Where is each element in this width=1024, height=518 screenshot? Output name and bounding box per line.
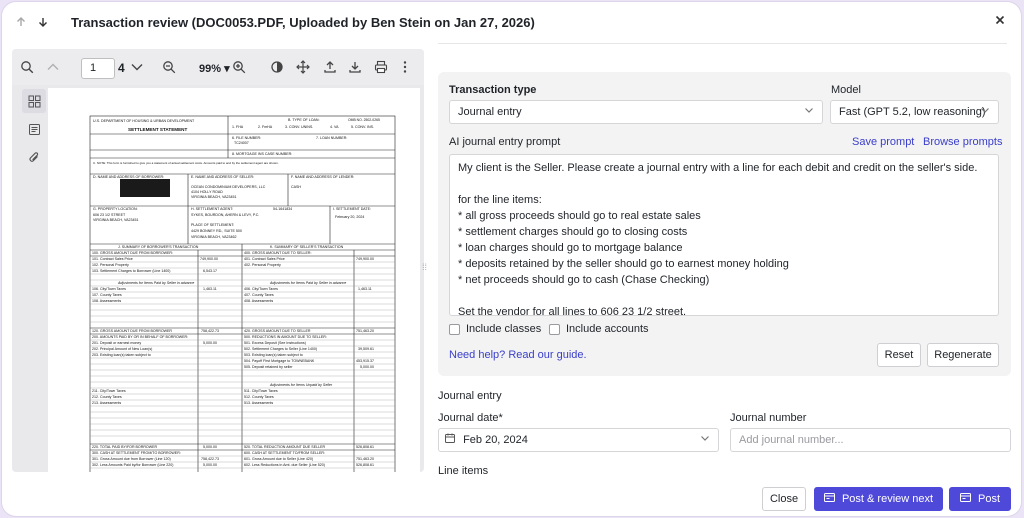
contrast-icon[interactable] bbox=[270, 58, 284, 76]
doc-property-addr2: VIRGINIA BEACH, VA23451 bbox=[93, 218, 139, 222]
prompt-line: Set the vendor for all lines to 606 23 1/2 street. bbox=[458, 306, 687, 318]
doc-agent-id: 54-1641834 bbox=[273, 207, 293, 211]
include-classes-label: Include classes bbox=[466, 323, 542, 335]
doc-loan-type-5: 5. CONV. INS. bbox=[351, 125, 375, 129]
close-icon[interactable] bbox=[995, 13, 1005, 28]
resize-handle-icon[interactable]: ⁞⁞ bbox=[422, 262, 428, 272]
doc-j100: 100. GROSS AMOUNT DUE FROM BORROWER: bbox=[92, 251, 174, 255]
doc-k407: 407. County Taxes bbox=[244, 293, 274, 297]
doc-v302: 5,000.00 bbox=[203, 463, 217, 467]
doc-heading: SETTLEMENT STATEMENT bbox=[128, 127, 188, 132]
doc-v420: 751,463.20 bbox=[356, 329, 374, 333]
doc-j106: 106. City/Town Taxes bbox=[92, 287, 126, 291]
doc-k503: 503. Existing loan(s) taken subject to bbox=[244, 353, 303, 357]
zoom-select[interactable]: 99% ▾ bbox=[199, 63, 230, 75]
arrow-down-icon[interactable] bbox=[35, 14, 51, 30]
doc-property-label: G. PROPERTY LOCATION: bbox=[93, 207, 138, 211]
pan-icon[interactable] bbox=[296, 58, 310, 76]
doc-k408: 408. Assessments bbox=[244, 299, 274, 303]
thumbnails-icon[interactable] bbox=[22, 89, 46, 113]
prompt-line: My client is the Seller. Please create a journal entry with a line for each debit and credit on the seller's side. bbox=[458, 162, 978, 174]
model-value: Fast (GPT 5.2, low reasoning) bbox=[839, 106, 986, 118]
doc-seller-label: E. NAME AND ADDRESS OF SELLER: bbox=[191, 175, 255, 179]
doc-k512: 512. County Taxes bbox=[244, 395, 274, 399]
doc-v602: 526,808.61 bbox=[356, 463, 374, 467]
doc-agent-name: SYKES, BOURDON, AHERN & LEVY, P.C. bbox=[191, 213, 260, 217]
doc-j201: 201. Deposit or earnest money bbox=[92, 341, 142, 345]
doc-v301: 758,422.73 bbox=[201, 457, 219, 461]
chevron-down-icon bbox=[700, 429, 710, 451]
redaction-block bbox=[120, 179, 170, 197]
doc-j213: 213. Assessments bbox=[92, 401, 122, 405]
include-accounts-checkbox[interactable] bbox=[549, 323, 649, 335]
doc-adj-seller: Adjustments for Items Paid by Seller in advance bbox=[270, 281, 347, 285]
doc-v106: 1,463.11 bbox=[203, 287, 217, 291]
prompt-line: * loan charges should go to mortgage balance bbox=[458, 242, 683, 254]
doc-j103: 103. Settlement Charges to Borrower (Line 1400) bbox=[92, 269, 171, 273]
doc-j211: 211. City/Town Taxes bbox=[92, 389, 126, 393]
prompt-line: * all gross proceeds should go to real estate sales bbox=[458, 210, 701, 222]
title-divider bbox=[438, 43, 1007, 44]
doc-file-value: TC24007 bbox=[234, 141, 249, 145]
doc-k402: 402. Personal Property bbox=[244, 263, 281, 267]
doc-k600: 600. CASH AT SETTLEMENT TO/FROM SELLER: bbox=[244, 451, 325, 455]
doc-settlement-date: February 20, 2024 bbox=[335, 215, 365, 219]
print-icon[interactable] bbox=[374, 58, 388, 76]
doc-k406: 406. City/Town Taxes bbox=[244, 287, 278, 291]
doc-loan-number: 7. LOAN NUMBER: bbox=[316, 136, 348, 140]
doc-j200: 200. AMOUNTS PAID BY OR IN BEHALF OF BORROWER: bbox=[92, 335, 189, 339]
viewer-sidebar bbox=[22, 89, 46, 173]
doc-k505: 505. Deposit retained by seller bbox=[244, 365, 293, 369]
journal-date-value: Feb 20, 2024 bbox=[463, 434, 528, 446]
doc-v504: 453,915.37 bbox=[356, 359, 374, 363]
post-review-next-button[interactable] bbox=[814, 487, 943, 511]
page-up-icon[interactable] bbox=[46, 58, 60, 76]
reset-button[interactable]: Reset bbox=[877, 343, 921, 367]
checkbox-box[interactable] bbox=[449, 324, 460, 335]
doc-place-label: PLACE OF SETTLEMENT: bbox=[191, 223, 235, 227]
doc-k420: 420. GROSS AMOUNT DUE TO SELLER bbox=[244, 329, 311, 333]
doc-seller-addr1: 4104 HOLLY ROAD bbox=[191, 190, 223, 194]
transaction-type-value: Journal entry bbox=[458, 106, 522, 118]
transaction-type-select[interactable] bbox=[449, 100, 823, 124]
doc-k601: 601. Gross Amount due to Seller (Line 420) bbox=[244, 457, 314, 461]
doc-k400: 400. GROSS AMOUNT DUE TO SELLER: bbox=[244, 251, 312, 255]
post-icon bbox=[960, 488, 971, 510]
journal-entry-heading: Journal entry bbox=[438, 390, 502, 402]
doc-j301: 301. Gross Amount due from Borrower (Line 120) bbox=[92, 457, 171, 461]
journal-date-label: Journal date* bbox=[438, 412, 503, 424]
journal-number-input[interactable]: Add journal number... bbox=[730, 428, 1011, 452]
doc-k513: 513. Assessments bbox=[244, 401, 274, 405]
doc-agent-label: H. SETTLEMENT AGENT: bbox=[191, 207, 234, 211]
page-number-input[interactable]: 1 bbox=[81, 58, 115, 79]
doc-k520: 520. TOTAL REDUCTION AMOUNT DUE SELLER bbox=[244, 445, 326, 449]
doc-v120: 758,422.73 bbox=[201, 329, 219, 333]
doc-v201: 5,000.00 bbox=[203, 341, 217, 345]
close-button[interactable]: Close bbox=[762, 487, 806, 511]
upload-icon[interactable] bbox=[323, 58, 337, 76]
transaction-review-modal bbox=[2, 2, 1021, 516]
doc-loan-type-3: 3. CONV. UNINS. bbox=[285, 125, 314, 129]
doc-seller-name: OCEAN CONDOMINIUM DEVELOPERS, LLC bbox=[191, 185, 266, 189]
search-icon[interactable] bbox=[20, 58, 34, 76]
doc-v220: 5,000.00 bbox=[203, 445, 217, 449]
pdf-page bbox=[48, 88, 420, 472]
doc-k501: 501. Excess Deposit (See Instructions) bbox=[244, 341, 306, 345]
doc-j202: 202. Principal Amount of New Loan(s) bbox=[92, 347, 153, 351]
doc-agency: U.S. DEPARTMENT OF HOUSING & URBAN DEVELOPMENT bbox=[93, 119, 195, 123]
doc-j300: 300. CASH AT SETTLEMENT FROM/TO BORROWER: bbox=[92, 451, 181, 455]
model-label: Model bbox=[831, 84, 861, 96]
doc-v401: 749,900.00 bbox=[356, 257, 374, 261]
doc-j220: 220. TOTAL PAID BY/FOR BORROWER bbox=[92, 445, 158, 449]
include-accounts-label: Include accounts bbox=[566, 323, 649, 335]
transaction-type-label: Transaction type bbox=[449, 84, 537, 96]
post-button[interactable] bbox=[949, 487, 1011, 511]
prompt-line: * deposits retained by the seller should go to earnest money holding bbox=[458, 258, 789, 270]
transaction-panel bbox=[438, 72, 1011, 376]
doc-j101: 101. Contract Sales Price bbox=[92, 257, 133, 261]
doc-loan-type-label: B. TYPE OF LOAN: bbox=[288, 118, 320, 122]
prompt-textarea[interactable] bbox=[449, 154, 999, 316]
doc-property-addr1: 606 23 1/2 STREET bbox=[93, 213, 126, 217]
page-down-icon[interactable] bbox=[130, 58, 144, 76]
doc-k504: 504. Payoff First Mortgage to TOWNEBANK bbox=[244, 359, 315, 363]
doc-k511: 511. City/Town Taxes bbox=[244, 389, 278, 393]
chevron-down-icon bbox=[980, 101, 990, 123]
doc-place-addr1: 4429 BONNEY RD., SUITE 500 bbox=[191, 229, 242, 233]
pdf-viewer bbox=[12, 49, 424, 472]
modal-title: Transaction review (DOC0053.PDF, Uploaded by Ben Stein on Jan 27, 2026) bbox=[71, 15, 535, 30]
more-icon[interactable] bbox=[402, 58, 408, 76]
post-review-next-label: Post & review next bbox=[841, 493, 934, 505]
doc-seller-addr2: VIRGINIA BEACH, VA23451 bbox=[191, 195, 237, 199]
doc-j120: 120. GROSS AMOUNT DUE FROM BORROWER bbox=[92, 329, 173, 333]
prompt-line: for the line items: bbox=[458, 194, 542, 206]
doc-k500: 500. REDUCTIONS IN AMOUNT DUE TO SELLER: bbox=[244, 335, 327, 339]
zoom-out-icon[interactable] bbox=[162, 58, 176, 76]
chevron-down-icon bbox=[804, 101, 814, 123]
journal-number-label: Journal number bbox=[730, 412, 807, 424]
include-classes-checkbox[interactable] bbox=[449, 323, 541, 335]
post-icon bbox=[824, 488, 835, 510]
prompt-line bbox=[458, 288, 990, 304]
prompt-line: * settlement charges should go to closing costs bbox=[458, 226, 688, 238]
doc-k401: 401. Contract Sales Price bbox=[244, 257, 285, 261]
doc-settlement-date-label: I. SETTLEMENT DATE: bbox=[333, 207, 372, 211]
download-icon[interactable] bbox=[348, 58, 362, 76]
doc-k502: 502. Settlement Charges to Seller (Line 1400) bbox=[244, 347, 318, 351]
doc-loan-type-4: 4. VA bbox=[330, 125, 339, 129]
doc-j108: 108. Assessments bbox=[92, 299, 122, 303]
doc-v101: 749,900.00 bbox=[200, 257, 218, 261]
line-items-label: Line items bbox=[438, 465, 489, 477]
model-select[interactable] bbox=[830, 100, 999, 124]
prompt-line bbox=[458, 176, 990, 192]
doc-v406: 1,463.11 bbox=[358, 287, 372, 291]
title-bar bbox=[2, 2, 1021, 42]
doc-omb: OMB NO. 2502-0265 bbox=[348, 118, 380, 122]
post-label: Post bbox=[977, 493, 1000, 505]
settlement-statement-page bbox=[48, 88, 420, 472]
doc-v505: 5,000.00 bbox=[360, 365, 374, 369]
doc-j-summary: J. SUMMARY OF BORROWER'S TRANSACTION bbox=[118, 245, 199, 249]
arrow-up-icon[interactable] bbox=[13, 14, 29, 30]
calendar-icon bbox=[445, 429, 455, 451]
doc-v502: 39,509.61 bbox=[358, 347, 374, 351]
regenerate-button[interactable]: Regenerate bbox=[927, 343, 999, 367]
page-total: 4 bbox=[118, 61, 125, 75]
doc-mortgage-case: 8. MORTGAGE INS CASE NUMBER: bbox=[232, 152, 293, 156]
checkbox-box[interactable] bbox=[549, 324, 560, 335]
doc-note: C. NOTE: This form is furnished to give you a statement of actual settlement costs. Amounts paid to and by the settlement agent are shown. bbox=[93, 161, 279, 165]
help-guide-link[interactable]: Need help? Read our guide. bbox=[449, 349, 587, 361]
journal-date-picker[interactable] bbox=[438, 428, 719, 452]
doc-v103: 6,543.17 bbox=[203, 269, 217, 273]
attachment-icon[interactable] bbox=[22, 145, 46, 169]
doc-loan-type-1: 1. FHA bbox=[232, 125, 244, 129]
doc-j302: 302. Less Amounts Paid by/for Borrower (Line 220) bbox=[92, 463, 174, 467]
doc-place-addr2: VIRGINIA BEACH, VA23462 bbox=[191, 235, 237, 239]
prompt-label: AI journal entry prompt bbox=[449, 136, 561, 148]
doc-borrower-label: D. NAME AND ADDRESS OF BORROWER: bbox=[93, 175, 165, 179]
doc-adj-borrower: Adjustments for Items Paid by Seller in advance bbox=[118, 281, 195, 285]
doc-k602: 602. Less Reductions in Amt. due Seller (Line 520) bbox=[244, 463, 325, 467]
doc-j107: 107. County Taxes bbox=[92, 293, 122, 297]
doc-lender-value: CASH bbox=[291, 185, 301, 189]
doc-adj-seller2: Adjustments for Items Unpaid by Seller bbox=[270, 383, 333, 387]
doc-v520: 526,808.61 bbox=[356, 445, 374, 449]
prompt-line: * net proceeds should go to cash (Chase Checking) bbox=[458, 274, 710, 286]
doc-loan-type-2: 2. FmHA bbox=[258, 125, 273, 129]
doc-j102: 102. Personal Property bbox=[92, 263, 129, 267]
outline-icon[interactable] bbox=[22, 117, 46, 141]
zoom-in-icon[interactable] bbox=[232, 58, 246, 76]
doc-lender-label: F. NAME AND ADDRESS OF LENDER: bbox=[291, 175, 355, 179]
doc-file-number: 6. FILE NUMBER: bbox=[232, 136, 262, 140]
browse-prompts-link[interactable]: Browse prompts bbox=[923, 136, 1003, 148]
doc-j203: 203. Existing loan(s) taken subject to bbox=[92, 353, 151, 357]
save-prompt-link[interactable]: Save prompt bbox=[852, 136, 915, 148]
doc-k-summary: K. SUMMARY OF SELLER'S TRANSACTION bbox=[270, 245, 344, 249]
viewer-toolbar bbox=[12, 49, 424, 85]
doc-v601: 751,463.20 bbox=[356, 457, 374, 461]
doc-j212: 212. County Taxes bbox=[92, 395, 122, 399]
